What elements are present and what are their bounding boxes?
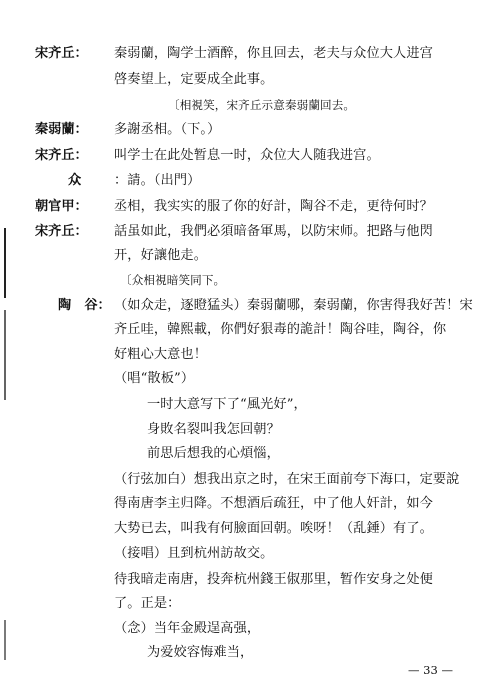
speaker-label: 宋齐丘： [35,46,88,61]
dialogue-line: 得南唐李主归降。不想酒后疏狂，中了他人奸計，如今 [114,496,433,511]
stage-direction: 〔相視笑，宋齐丘示意秦弱蘭回去。 [168,98,356,112]
scan-edge-mark [4,620,6,660]
speaker-label: 陶 谷： [58,298,111,313]
speaker-label: 朝官甲： [35,199,88,214]
dialogue-line: 多謝丞相。（下。） [114,122,221,137]
dialogue-line: 待我暗走南唐，投奔杭州錢王俶那里，暂作安身之处便 [114,572,433,587]
dialogue-line: （行弦加白）想我出京之时，在宋王面前夸下海口，定要說 [114,472,460,487]
dialogue-line: 大势已去，叫我有何臉面回朝。唉呀！（乱錘）有了。 [114,521,433,536]
dialogue-line: 开，好讓他走。 [114,248,208,263]
scan-edge-mark [4,228,6,298]
dialogue-line: （如众走，逐瞪猛头）秦弱蘭哪，秦弱蘭，你害得我好苦！宋 [114,298,473,313]
stage-direction: 〔众相視暗笑同下。 [120,273,226,287]
verse-line: 前思后想我的心煩惱， [147,446,280,461]
sung-cue: （唱“散板”） [114,371,195,386]
speaker-label: 宋齐丘： [35,224,88,239]
dialogue-line: 齐丘哇，韓熙載，你們好狠毒的詭計！陶谷哇，陶谷，你 [114,322,447,337]
dialogue-line: 了。正是： [114,596,181,611]
speaker-label: 宋齐丘： [35,148,88,163]
verse-line: 身敗名裂叫我怎回朝？ [147,422,280,437]
dialogue-line: 叫学士在此处暂息一时，众位大人随我进宫。 [114,148,380,163]
dialogue-line: 丞相，我实实的服了你的好計，陶谷不走，更待何时？ [114,199,433,214]
page-number: — 33 — [408,663,453,677]
dialogue-line: ：請。（出門） [114,173,201,188]
dialogue-line: 秦弱蘭，陶学士酒醉，你且回去，老夫与众位大人进宫 [114,46,433,61]
dialogue-line: 好粗心大意也！ [114,347,208,362]
dialogue-line: 啓奏望上，定要成全此事。 [114,72,274,87]
dialogue-line: （接唱）且到杭州訪故交。 [114,546,274,561]
dialogue-line: 話虽如此，我們必須暗备軍馬，以防宋师。把路与他閃 [114,224,433,239]
speaker-label: 众 [68,173,82,188]
speaker-label: 秦弱蘭： [35,122,88,137]
recited-line: 为爱姣容悔难当， [147,645,254,660]
scan-edge-mark [4,310,6,400]
verse-line: 一时大意写下了“風光好”， [147,397,307,412]
recited-line: （念）当年金殿逞高强， [114,621,261,636]
